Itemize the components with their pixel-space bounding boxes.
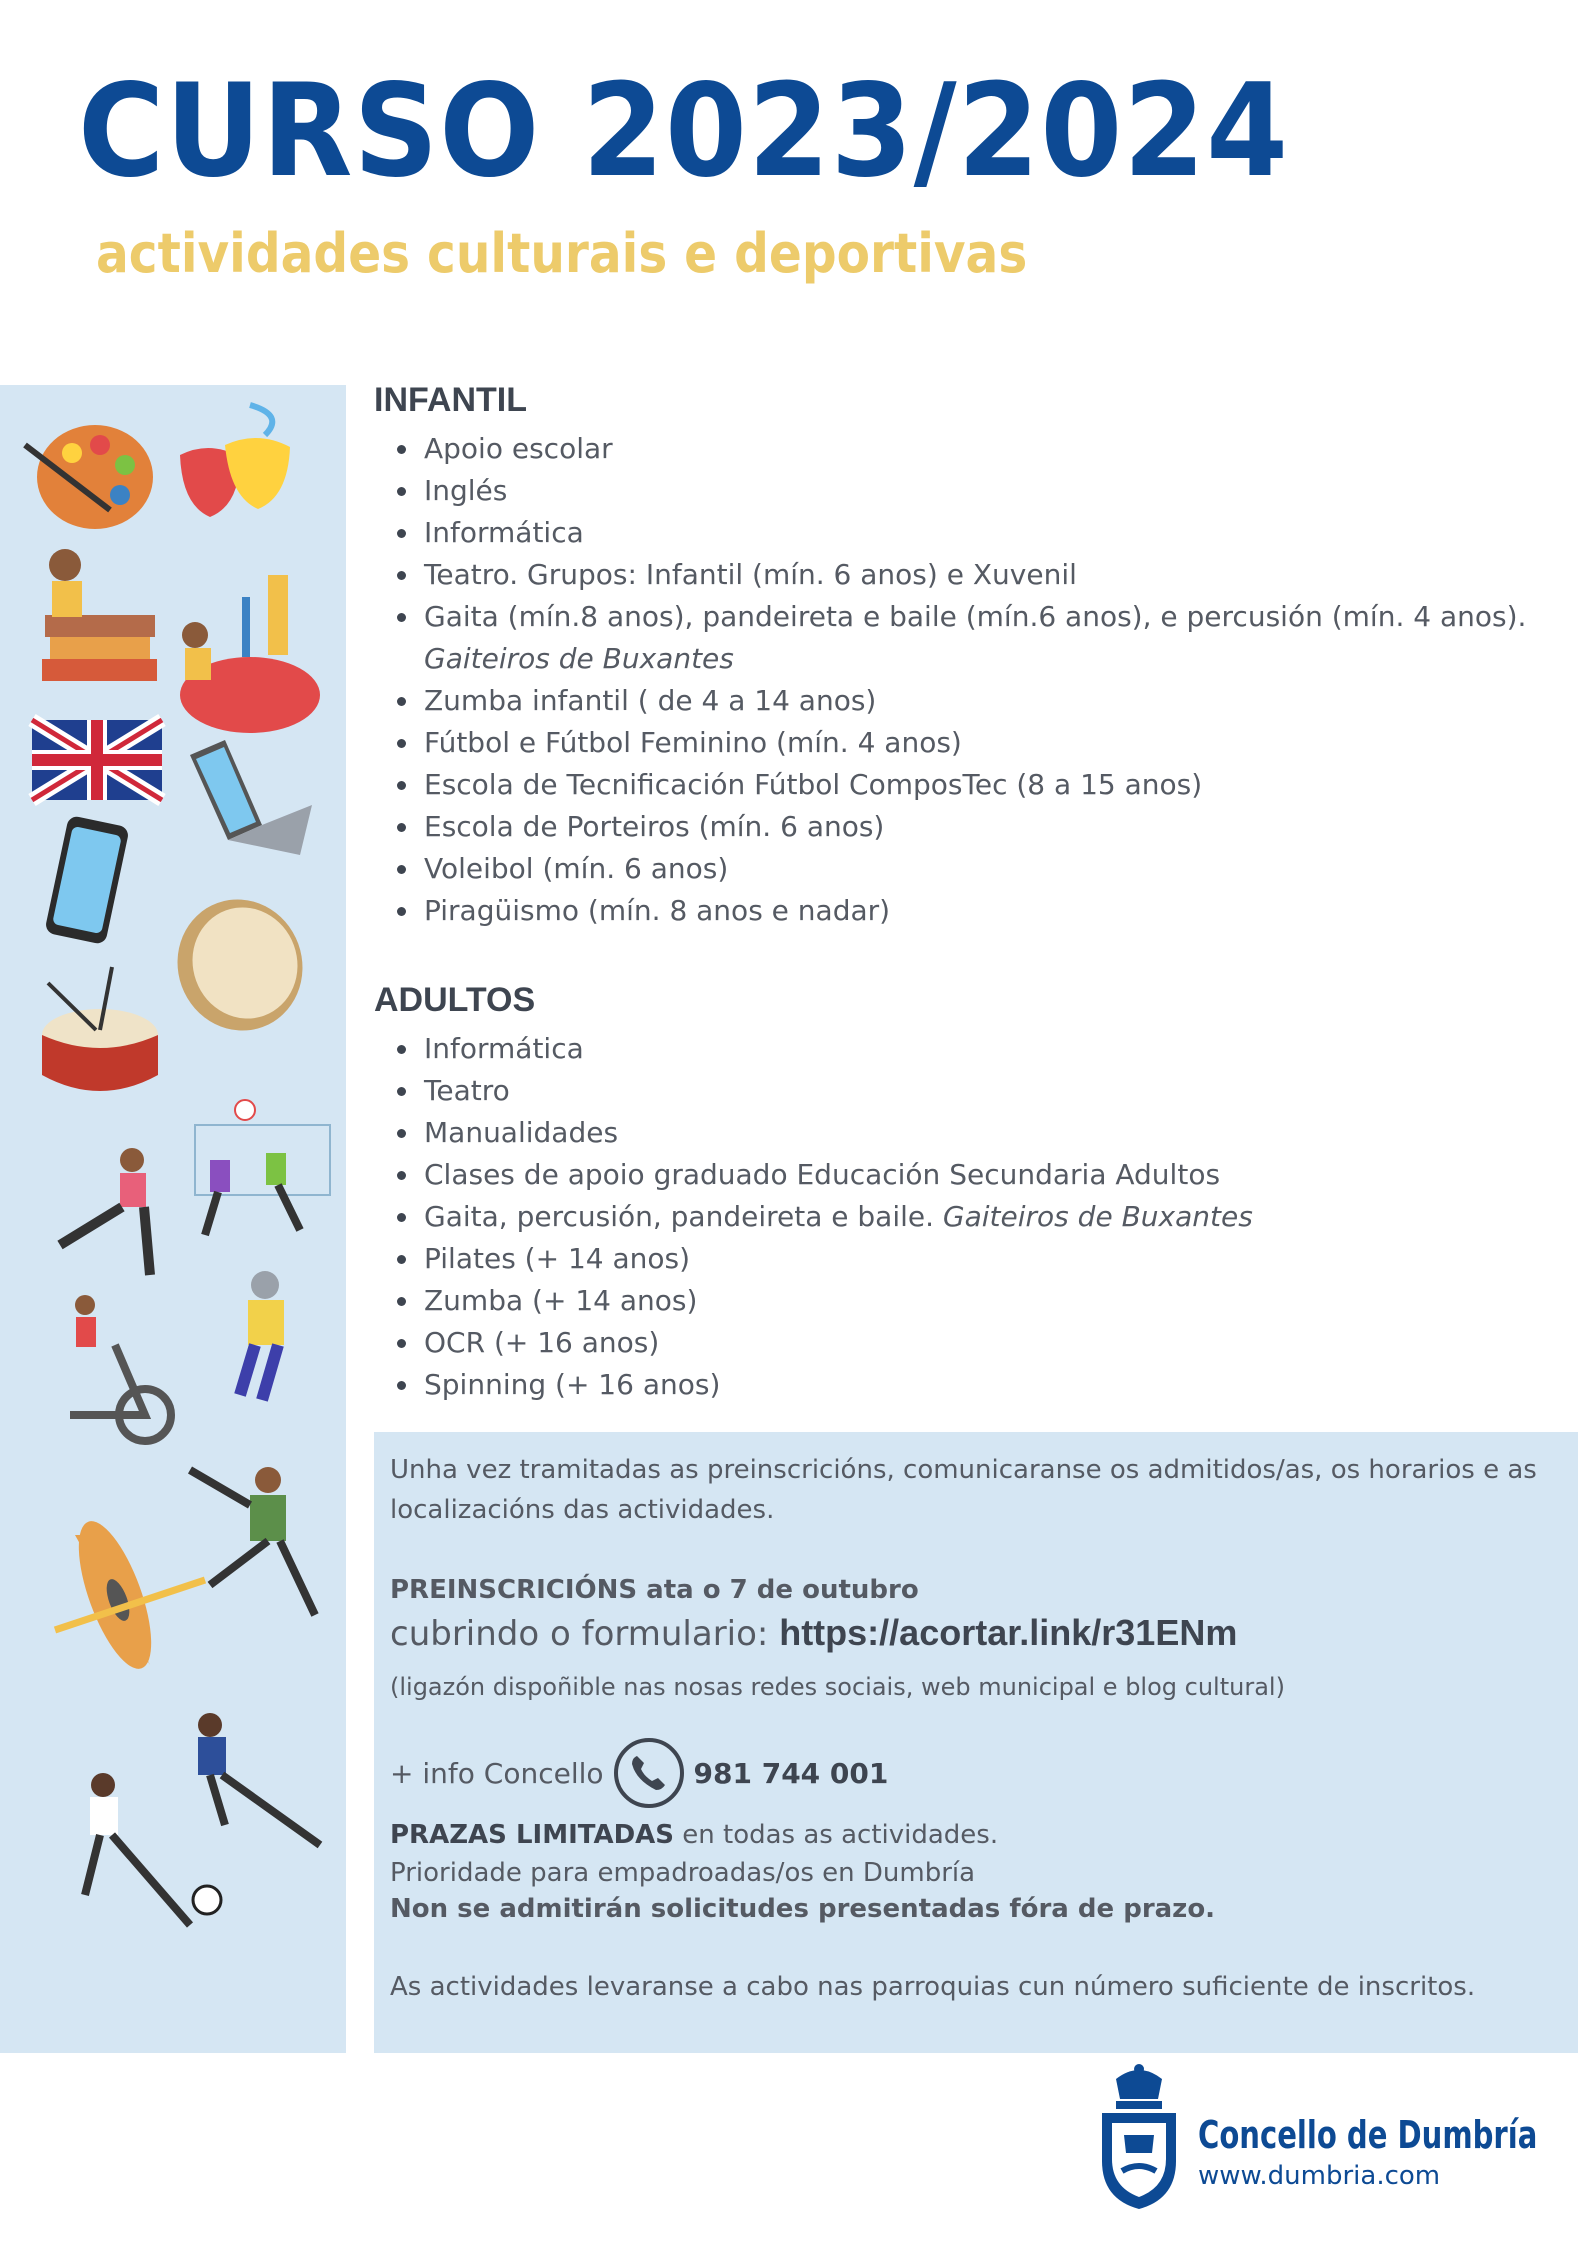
list-item: Spinning (+ 16 anos) [374,1364,1574,1406]
illustration-sidebar [0,385,346,2053]
list-item: Escola de Tecnificación Fútbol ComposTec (8 a 15 anos) [374,764,1574,806]
list-item: Teatro [374,1070,1574,1112]
list-item: Escola de Porteiros (mín. 6 anos) [374,806,1574,848]
gaiteiros-note: Gaiteiros de Buxantes [424,642,734,675]
list-item: OCR (+ 16 anos) [374,1322,1574,1364]
fitness-woman-icon [60,1148,150,1275]
volleyball-players-icon [195,1100,330,1235]
goalkeeper-icon [190,1467,315,1615]
infantil-heading: INFANTIL [374,381,527,419]
list-item: Zumba infantil ( de 4 a 14 anos) [374,680,1574,722]
page-title: CURSO 2023/2024 [78,57,1289,206]
form-link[interactable]: https://acortar.link/r31ENm [779,1612,1238,1653]
intro-text: Unha vez tramitadas as preinscricións, comunicaranse os admitidos/as, os horarios e as localizacións das actividades. [390,1455,1537,1525]
limited-line [390,1815,1562,1855]
concello-logo [1094,2061,1554,2211]
dancing-woman-icon [240,1271,284,1400]
smartphone-icon [44,815,130,945]
adultos-list [374,1028,1574,1406]
pencil-case-kid-icon [180,575,320,733]
phone-number[interactable]: 981 744 001 [693,1756,889,1790]
laptop-icon [190,740,312,855]
limited-bold: PRAZAS LIMITADAS [390,1820,675,1850]
list-item: Teatro. Grupos: Infantil (mín. 6 anos) e Xuvenil [374,554,1574,596]
link-note: (ligazón dispoñible nas nosas redes sociais, web municipal e blog cultural) [390,1673,1285,1701]
phone-icon [612,1736,686,1810]
list-item-text: Gaita (mín.8 anos), pandeireta e baile (mín.6 anos), e percusión (mín. 4 anos). [424,600,1527,633]
paint-palette-icon [25,425,153,529]
spinning-bike-icon [70,1295,171,1441]
list-item: Manualidades [374,1112,1574,1154]
form-line [390,1610,1562,1657]
drum-icon [42,967,158,1091]
list-item: Informática [374,512,1574,554]
list-item: Zumba (+ 14 anos) [374,1280,1574,1322]
warning-text: Non se admitirán solicitudes presentadas fóra de prazo. [390,1894,1216,1924]
uk-flag-icon [32,720,162,800]
gaiteiros-note: Gaiteiros de Buxantes [942,1200,1253,1233]
theatre-masks-icon [180,405,290,517]
list-item: Clases de apoio graduado Educación Secundaria Adultos [374,1154,1574,1196]
infantil-list [374,428,1574,932]
limited-rest: en todas as actividades. [682,1820,999,1850]
list-item: Inglés [374,470,1574,512]
list-item-gaita [374,596,1574,680]
list-item-gaita [374,1196,1574,1238]
football-players-icon [85,1713,320,1925]
books-reader-icon [42,549,157,681]
contact-row [390,1735,1562,1811]
list-item-text: Gaita, percusión, pandeireta e baile. [424,1200,935,1233]
info-box [374,1432,1578,2053]
priority-text: Prioridade para empadroadas/os en Dumbría [390,1858,976,1888]
page-subtitle: actividades culturais e deportivas [96,222,1028,285]
list-item: Pilates (+ 14 anos) [374,1238,1574,1280]
logo-url[interactable]: www.dumbria.com [1198,2161,1441,2191]
list-item: Piragüismo (mín. 8 anos e nadar) [374,890,1574,932]
list-item: Voleibol (mín. 6 anos) [374,848,1574,890]
note-text: As actividades levaranse a cabo nas parroquias cun número suficiente de inscritos. [390,1972,1476,2002]
tambourine-icon [159,882,321,1048]
contact-label: + info Concello [390,1756,604,1790]
list-item: Apoio escolar [374,428,1574,470]
list-item: Informática [374,1028,1574,1070]
kayak-icon [55,1513,205,1677]
activities-list [374,378,1574,1406]
coat-of-arms-icon [1094,2061,1184,2211]
list-item: Fútbol e Fútbol Feminino (mín. 4 anos) [374,722,1574,764]
adultos-heading: ADULTOS [374,981,536,1019]
form-label: cubrindo o formulario: [390,1614,769,1654]
logo-name: Concello de Dumbría [1198,2113,1538,2157]
deadline-text: PREINSCRICIÓNS ata o 7 de outubro [390,1575,919,1605]
